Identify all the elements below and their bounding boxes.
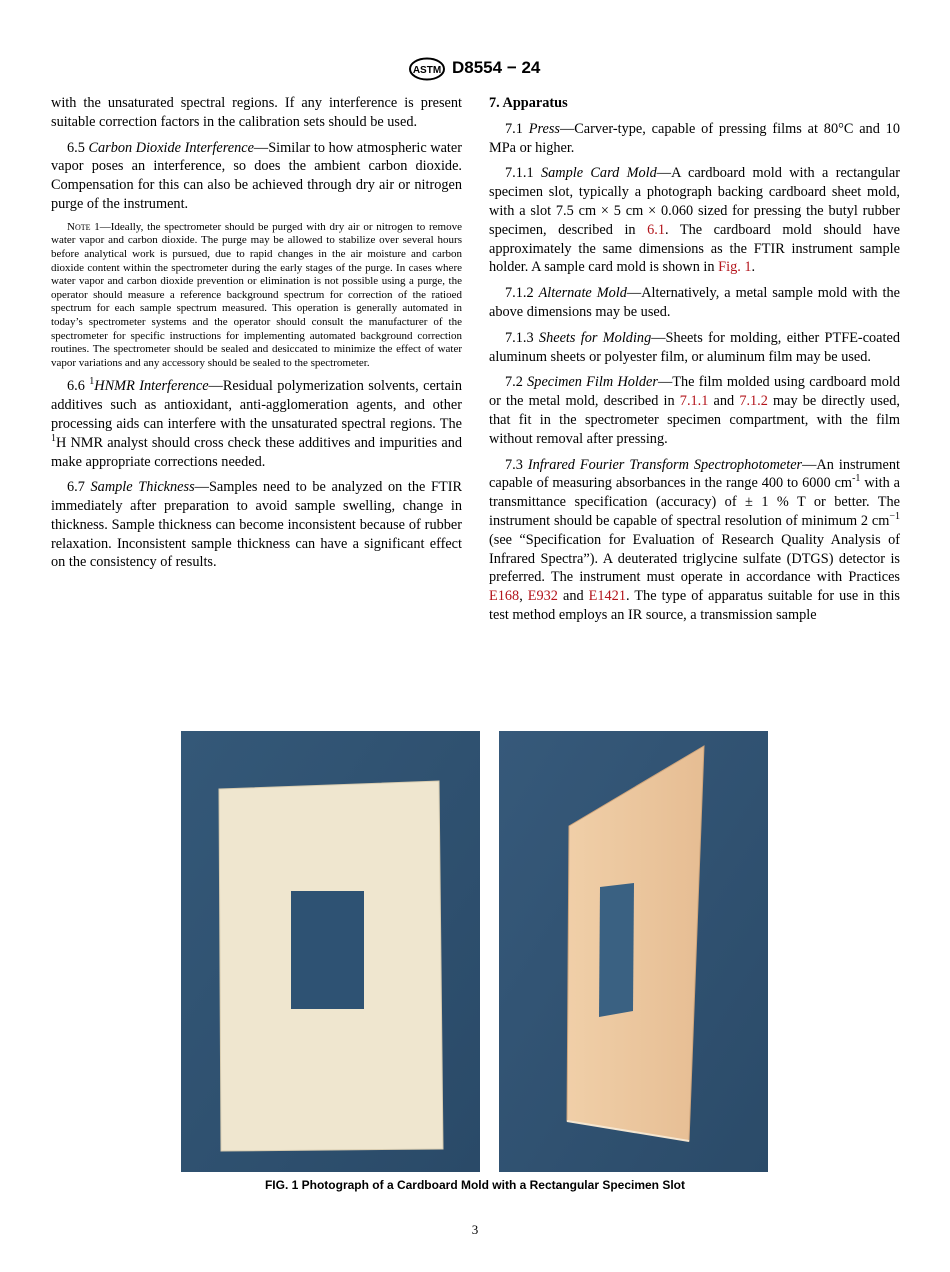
link-e932[interactable]: E932 — [527, 588, 558, 605]
section-text: —Similar to how atmospheric water vapor poses an interference, so does the ambient carbon dioxide. Compensation for this can also be achieved through dry air or nitrogen purge of the instrument. — [51, 139, 463, 212]
paragraph-7-1-3 — [489, 329, 900, 367]
left-column — [51, 94, 462, 579]
section-text: —The film molded using cardboard mold or the metal mold, described in — [489, 374, 900, 410]
cardboard-mold-front-image — [181, 731, 480, 1172]
paragraph-7-1 — [489, 120, 900, 158]
section-number: 6.5 — [67, 139, 85, 156]
superscript: 1 — [51, 432, 56, 444]
paragraph-6-4-continued: with the unsaturated spectral regions. If any interference is present suitable correction factors in the calibration sets should be used. — [51, 95, 462, 130]
section-text: H NMR analyst should cross check these additives and impurities and make appropriate corrections needed. — [51, 434, 462, 470]
section-text: —A cardboard mold with a rectangular specimen slot, typically a photograph backing cardboard sheet mold, with a slot 7.5 cm × 5 cm × 0.060 sized for pressing the butyl rubber specimen, described in — [489, 165, 900, 238]
section-text: , — [519, 588, 528, 605]
document-id: D8554 − 24 — [452, 58, 541, 77]
figure-1 — [181, 731, 769, 1172]
paragraph-7-1-2 — [489, 284, 900, 322]
section-text: (see “Specification for Evaluation of Research Quality Analysis of Infrared Spectra”). A deuterated triglycine sulfate (DTGS) detector is preferred. The instrument must operate in accordance with Practices — [489, 531, 900, 586]
right-column — [489, 94, 900, 632]
section-title: Alternate Mold — [538, 285, 627, 302]
link-fig-1[interactable]: Fig. 1 — [718, 259, 752, 276]
section-text: —Sheets for molding, either PTFE-coated aluminum sheets or polyester film, or aluminum film may be used. — [489, 329, 900, 365]
paragraph-6-5 — [51, 139, 462, 214]
section-text: and — [557, 588, 589, 605]
section-text: . The type of apparatus suitable for use in this test method employs an IR source, a transmission sample — [489, 588, 900, 623]
link-6-1[interactable]: 6.1 — [647, 221, 666, 238]
section-title: Press — [528, 120, 560, 137]
section-text: —Samples need to be analyzed on the FTIR immediately after preparation to avoid sample swelling, change in thickness. Sample thickness can become inconsistent because of rubber relaxation. Inconsistent sample thickness can have a significant effect on the consistency of results. — [51, 479, 463, 571]
link-e168[interactable]: E168 — [489, 588, 520, 605]
paragraph-6-6 — [51, 377, 462, 471]
superscript: 1 — [89, 376, 95, 388]
link-7-1-1[interactable]: 7.1.1 — [679, 393, 709, 410]
link-e1421[interactable]: E1421 — [588, 588, 626, 605]
link-7-1-2[interactable]: 7.1.2 — [739, 393, 768, 410]
section-number: 7.1.2 — [505, 285, 534, 302]
note-label: Note — [67, 220, 91, 233]
section-title: Sample Card Mold — [540, 165, 657, 182]
section-number: 6.7 — [67, 479, 85, 496]
figure-caption: FIG. 1 Photograph of a Cardboard Mold with a Rectangular Specimen Slot — [264, 1178, 686, 1192]
page-number: 3 — [471, 1222, 479, 1237]
section-number: 7.1.1 — [505, 165, 534, 182]
section-title: Sheets for Molding — [538, 329, 652, 346]
paragraph-6-7 — [51, 478, 462, 572]
section-title: HNMR Interference — [94, 378, 209, 395]
section-text: . The cardboard mold should have approximately the same dimensions as the FTIR instrument sample holder. A sample card mold is shown in — [489, 221, 901, 276]
photo-cardboard-mold-angled — [499, 731, 768, 1172]
section-text: may be directly used, that fit in the spectrometer specimen compartment, with the film without removal after pressing. — [489, 393, 900, 447]
paragraph-7-3 — [489, 456, 900, 625]
astm-logo-text: ASTM — [412, 65, 442, 76]
paragraph-7-1-1 — [489, 164, 900, 277]
section-number: 7.3 — [505, 456, 523, 473]
section-text: —An instrument capable of measuring absorbances in the range 400 to 6000 cm — [489, 456, 900, 492]
section-text: and — [708, 393, 740, 410]
section-title: Carbon Dioxide Interference — [88, 139, 254, 156]
superscript: -1 — [852, 473, 861, 485]
section-text: —Residual polymerization solvents, certain additives such as antioxidant, anti-agglomeration agents, and other processing aids can interfere with the unsaturated spectral regions. The — [51, 378, 462, 432]
photo-cardboard-mold-front — [181, 731, 480, 1172]
section-number: 6.6 — [67, 378, 85, 395]
astm-logo-icon — [408, 57, 446, 81]
cardboard-mold-angled-image — [499, 731, 768, 1172]
section-text: . — [751, 259, 756, 276]
section-title: Specimen Film Holder — [527, 374, 658, 391]
section-text: with a transmittance specification (accuracy) of ± 1 % T or better. The instrument should be capable of spectral resolution of minimum 2 cm — [489, 475, 900, 529]
superscript: −1 — [889, 511, 900, 523]
page-header — [0, 55, 950, 83]
section-text: —Alternatively, a metal sample mold with the above dimensions may be used. — [489, 285, 900, 320]
section-number: 7.1 — [505, 120, 523, 137]
section-title: Sample Thickness — [90, 479, 195, 496]
section-heading-apparatus: 7. Apparatus — [489, 95, 568, 111]
section-number: 7.1.3 — [505, 329, 534, 346]
note-text: 1—Ideally, the spectrometer should be purged with dry air or nitrogen to remove water vapor and carbon dioxide. The purge may be allowed to stabilize over several hours before analytical work is pursued, due to rapid changes in the air moisture and carbon dioxide content within the spectrometer during the early stages of the purge. In cases where water vapor and carbon dioxide prevention or elimination is not possible using a purge, the operator should measure a reference background spectrum for correction of the ratioed spectrum for each sample spectrum measured. This operation is generally automated in today’s spectrometer systems and the operator should consult the manufacturer of the spectrometer for specific instructions for implementing automated background correction routines. The spectrometer should be sealed and desiccated to minimize the effect of water vapor variations and any accessory should be sealed to the spectrometer. — [51, 220, 462, 369]
section-text: —Carver-type, capable of pressing films at 80°C and 10 MPa or higher. — [489, 120, 900, 156]
section-title: Infrared Fourier Transform Spectrophotometer — [527, 456, 803, 473]
paragraph-7-2 — [489, 373, 900, 448]
note-1 — [51, 221, 462, 371]
section-number: 7.2 — [505, 374, 523, 391]
